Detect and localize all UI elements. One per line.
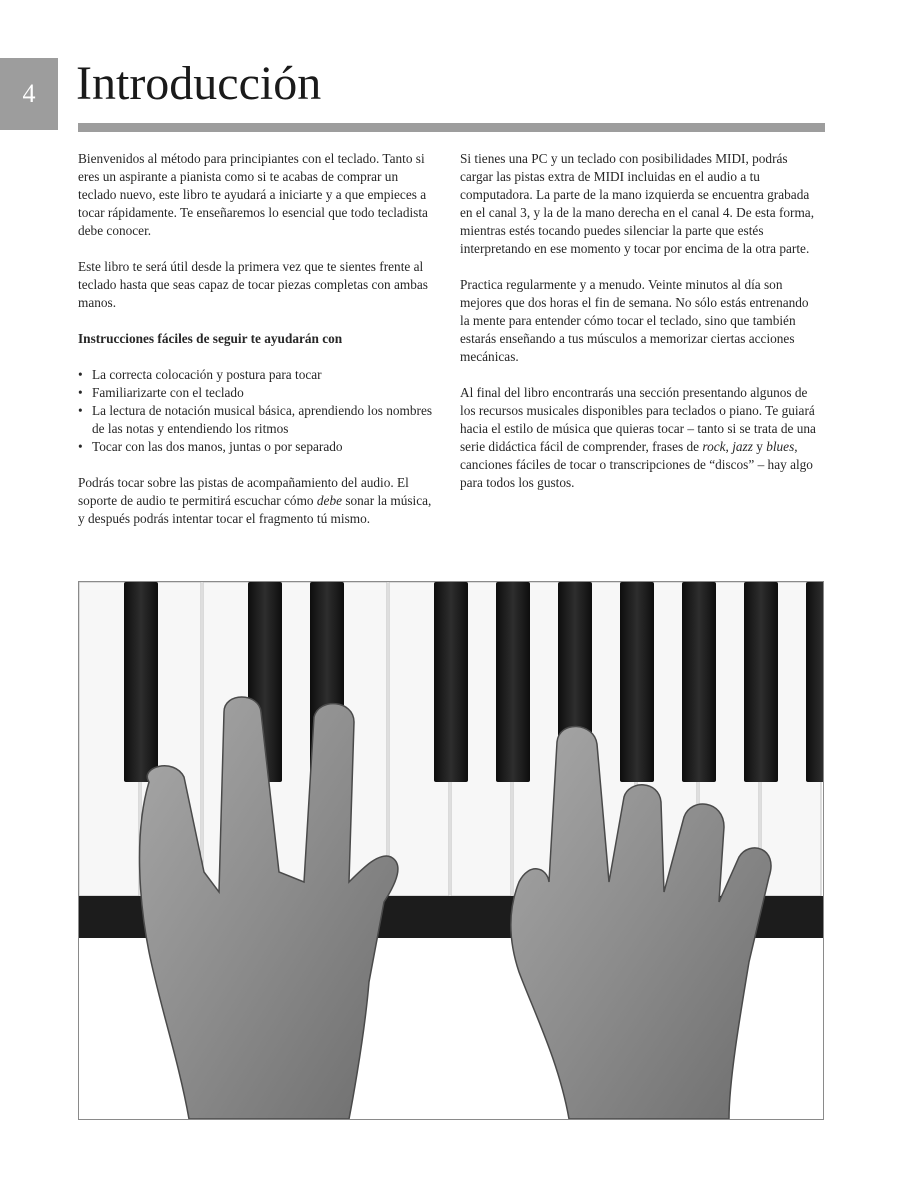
black-key — [434, 582, 468, 782]
resources-text-a: Al final del libro encontrarás una sección presentando algunos de los recursos musicales disponibles para teclados o piano. Te guiará hacia el estilo de música que quieras tocar – tanto si se trata de una serie didáctica fácil de comprender, frases de — [460, 385, 816, 454]
audio-paragraph — [78, 474, 438, 528]
resources-text-c: y — [752, 439, 767, 454]
genre-rock: rock — [702, 439, 726, 454]
black-key — [496, 582, 530, 782]
page-number-tab — [0, 58, 58, 130]
list-item: • La correcta colocación y postura para tocar — [78, 366, 438, 384]
audio-text-emphasis: debe — [316, 493, 342, 508]
piano-keyboard-illustration — [79, 582, 823, 1119]
instructions-list — [78, 366, 438, 456]
left-column — [78, 150, 438, 546]
midi-paragraph: Si tienes una PC y un teclado con posibilidades MIDI, podrás cargar las pistas extra de MIDI incluidas en el audio a tu computadora. La parte de la mano izquierda se encuentra grabada en el canal 3, y la de la mano derecha en el canal 4. De esta forma, mientras estés tocando puedes silenciar la parte que estés interpretando en ese momento y tocar por encima de la otra parte. — [460, 151, 815, 256]
list-item: • La lectura de notación musical básica, aprendiendo los nombres de las notas y entendiendo los ritmos — [78, 402, 438, 438]
resources-text-b: , — [725, 439, 733, 454]
title-rule — [78, 123, 825, 132]
black-key — [744, 582, 778, 782]
usage-paragraph: Este libro te será útil desde la primera vez que te sientes frente al teclado hasta que seas capaz de tocar piezas completas con ambas manos. — [78, 259, 428, 310]
list-item: • Familiarizarte con el teclado — [78, 384, 438, 402]
black-key — [620, 582, 654, 782]
practice-paragraph: Practica regularmente y a menudo. Veinte minutos al día son mejores que dos horas el fin de semana. No sólo estás entrenando la mente para entender cómo tocar el teclado, sino que también estarás enseñando a tus músculos a memorizar ciertas acciones mecánicas. — [460, 277, 809, 364]
list-item: • Tocar con las dos manos, juntas o por separado — [78, 438, 438, 456]
black-key — [682, 582, 716, 782]
page-title: Introducción — [76, 57, 322, 110]
page-number: 4 — [22, 79, 36, 108]
genre-jazz: jazz — [732, 439, 753, 454]
intro-paragraph: Bienvenidos al método para principiantes con el teclado. Tanto si eres un aspirante a pianista como si te acabas de comprar un teclado nuevo, este libro te ayudará a iniciarte y a que empieces a tocar rápidamente. Te enseñaremos lo esencial que todo tecladista debe conocer. — [78, 151, 428, 238]
resources-paragraph — [460, 384, 820, 492]
instructions-heading: Instrucciones fáciles de seguir te ayudarán con — [78, 331, 343, 346]
audio-text-a: Podrás tocar sobre las pistas de acompañamiento del audio. El soporte de audio te permitirá escuchar cómo — [78, 475, 409, 508]
right-column — [460, 150, 820, 510]
audio-text-b: sonar la música, y después podrás intentar tocar el fragmento tú mismo. — [78, 493, 432, 526]
black-key — [806, 582, 823, 782]
black-key — [124, 582, 158, 782]
resources-text-d: , canciones fáciles de tocar o transcripciones de “discos” – hay algo para todos los gustos. — [460, 439, 813, 490]
piano-hands-photo — [78, 581, 824, 1120]
genre-blues: blues — [766, 439, 795, 454]
